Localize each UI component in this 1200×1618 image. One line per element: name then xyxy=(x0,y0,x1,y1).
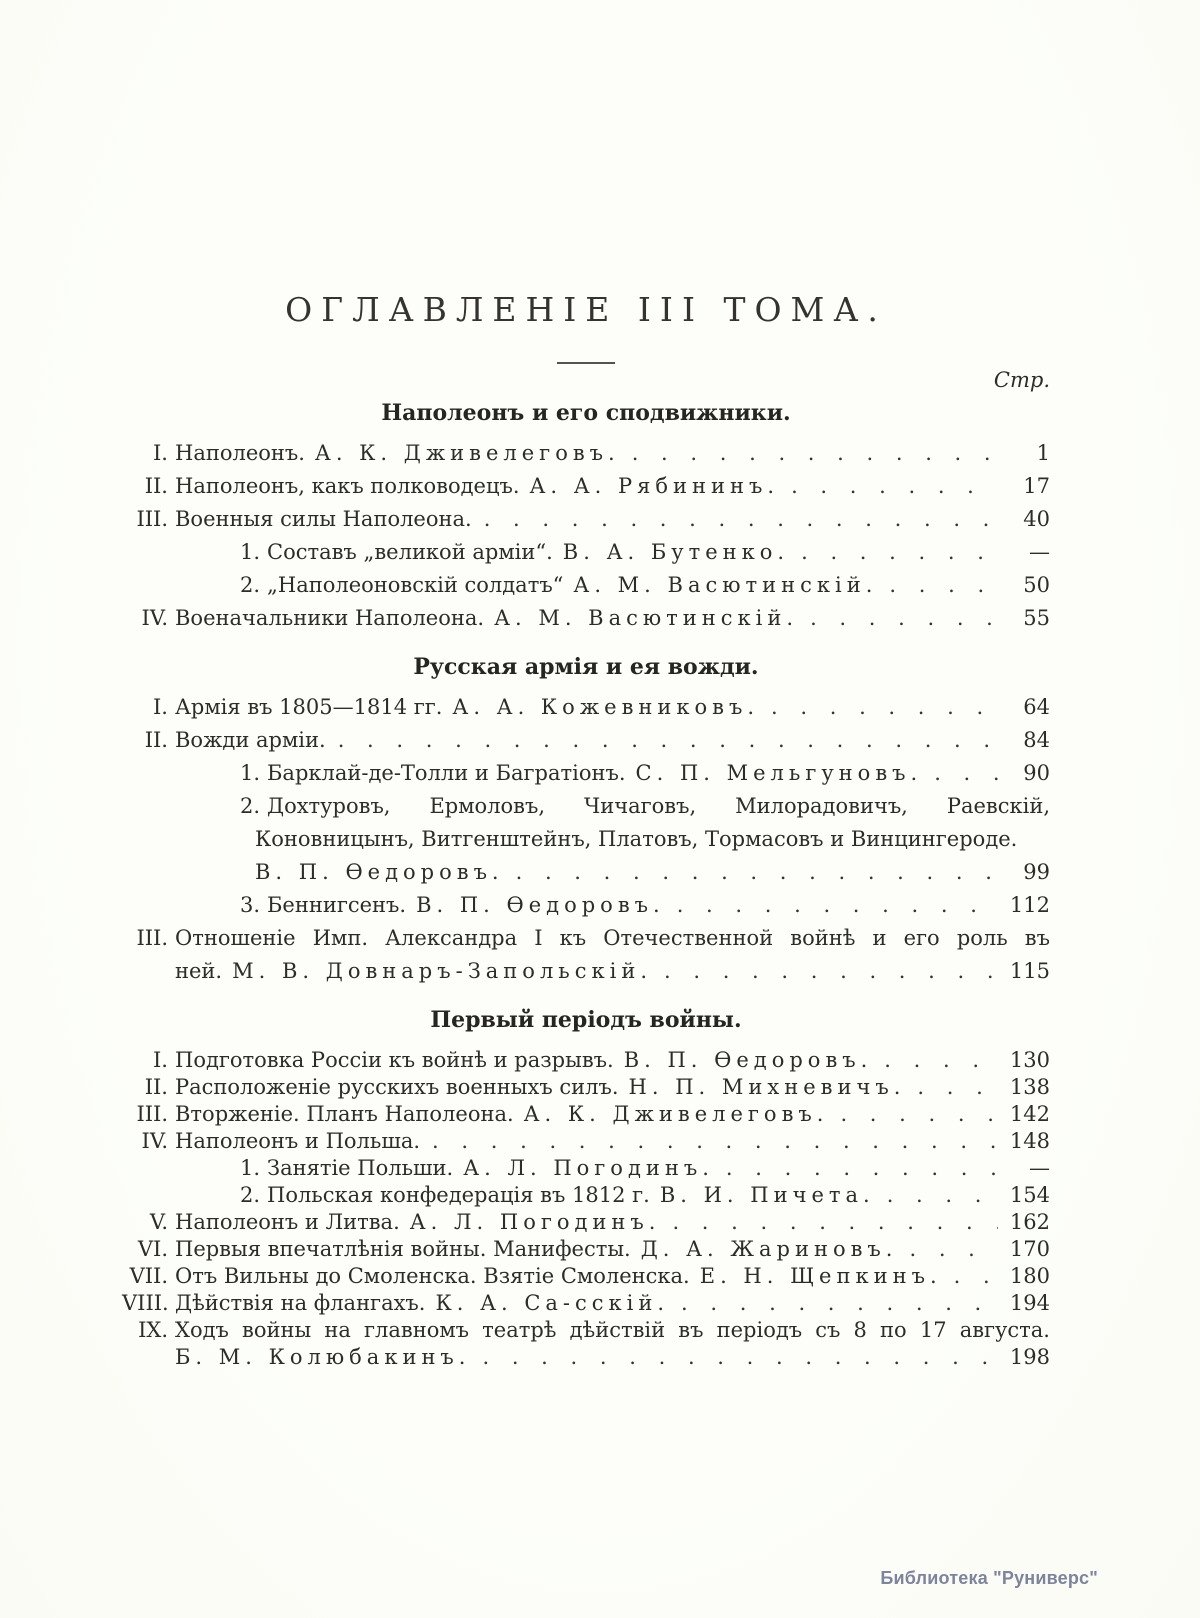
item-page: 130 xyxy=(1009,1048,1050,1073)
item-number: 1. xyxy=(240,540,261,565)
item-title: Армія въ 1805—1814 гг. xyxy=(175,695,443,720)
toc-row xyxy=(122,926,1050,950)
item-number: 2. xyxy=(240,573,261,598)
dot-leader xyxy=(889,573,998,597)
dot-leader xyxy=(677,893,998,917)
dot-leader xyxy=(672,1210,998,1234)
item-page: 162 xyxy=(1009,1210,1050,1235)
watermark: Библиотека "Руниверс" xyxy=(880,1568,1098,1588)
item-page: 84 xyxy=(1023,728,1050,753)
toc-row xyxy=(122,1264,1050,1288)
toc-row xyxy=(122,1129,1050,1153)
item-number: II. xyxy=(144,474,168,499)
dot-leader xyxy=(840,1102,998,1126)
toc-row xyxy=(122,606,1050,630)
item-author: В. И. Пичета. xyxy=(659,1183,875,1208)
page-title: ОГЛАВЛЕНІЕ III ТОМА. xyxy=(285,290,887,329)
dot-leader xyxy=(887,1183,998,1207)
item-number: VIII. xyxy=(122,1291,169,1316)
section-heading: Первый періодъ войны. xyxy=(430,1007,742,1034)
item-title: Расположеніе русскихъ военныхъ силъ. xyxy=(175,1075,619,1100)
item-title: Вожди арміи. xyxy=(175,728,326,753)
item-page: 90 xyxy=(1023,761,1050,786)
toc-row xyxy=(122,507,1050,531)
item-number: V. xyxy=(149,1210,168,1235)
item-title: Беннигсенъ. xyxy=(267,893,407,918)
item-author: Е. Н. Щепкинъ. xyxy=(699,1264,942,1289)
toc-row xyxy=(122,1102,1050,1126)
item-title: „Наполеоновскій солдатъ“ xyxy=(267,573,564,598)
item-author: В. П. Ѳедоровъ. xyxy=(255,860,504,885)
item-author: А. М. Васютинскій. xyxy=(573,573,878,598)
item-author: Н. П. Михневичъ. xyxy=(628,1075,906,1100)
item-title: Наполеонъ, какъ полководецъ. xyxy=(175,474,520,499)
item-number: II. xyxy=(144,1075,168,1100)
item-author: А. М. Васютинскій. xyxy=(494,606,799,631)
item-title: Военныя силы Наполеона. xyxy=(175,507,472,532)
item-title: Дохтуровъ, Ермоловъ, Чичаговъ, Милорадовичъ, Раевскій, xyxy=(267,794,1050,819)
toc-row xyxy=(122,1156,1050,1180)
item-number: III. xyxy=(136,507,168,532)
toc-section xyxy=(122,654,1050,983)
item-title: Коновницынъ, Витгенштейнъ, Платовъ, Тормасовъ и Винцингероде. xyxy=(255,827,1018,852)
section-rows xyxy=(122,1048,1050,1369)
item-page: 112 xyxy=(1009,893,1050,918)
item-author: А. Л. Погодинъ. xyxy=(409,1210,661,1235)
item-author: Д. А. Жариновъ. xyxy=(640,1237,898,1262)
dot-leader xyxy=(484,507,998,531)
item-number: IX. xyxy=(138,1318,168,1343)
toc-row xyxy=(122,1048,1050,1072)
toc-section xyxy=(122,1007,1050,1369)
item-number: VII. xyxy=(129,1264,168,1289)
toc-row xyxy=(122,794,1050,818)
dot-leader xyxy=(810,606,998,630)
toc-row xyxy=(122,1291,1050,1315)
toc-section xyxy=(122,400,1050,630)
item-title: Первыя впечатлѣнія войны. Манифесты. xyxy=(175,1237,631,1262)
item-number: I. xyxy=(153,695,168,720)
item-page: 115 xyxy=(1009,959,1050,984)
item-number: IV. xyxy=(141,606,168,631)
item-title: Составъ „великой арміи“. xyxy=(267,540,553,565)
item-page: 194 xyxy=(1009,1291,1050,1316)
item-title: Дѣйствія на флангахъ. xyxy=(175,1291,426,1316)
toc-row xyxy=(122,860,1050,884)
item-author: А. К. Дживелеговъ. xyxy=(314,441,620,466)
section-rows xyxy=(122,441,1050,630)
section-rows xyxy=(122,695,1050,983)
toc-row xyxy=(122,959,1050,983)
item-author: В. А. Бутенко. xyxy=(562,540,790,565)
item-title: Отъ Вильны до Смоленска. Взятіе Смоленска. xyxy=(175,1264,690,1289)
item-author: К. А. Са-сскій. xyxy=(435,1291,670,1316)
item-number: IV. xyxy=(141,1129,168,1154)
item-page: — xyxy=(1029,1156,1050,1181)
toc-row xyxy=(122,893,1050,917)
item-page: 154 xyxy=(1009,1183,1050,1208)
dot-leader xyxy=(884,1048,998,1072)
toc-row xyxy=(122,540,1050,564)
item-author: В. П. Ѳедоровъ. xyxy=(623,1048,873,1073)
item-page: 170 xyxy=(1009,1237,1050,1262)
item-number: 1. xyxy=(240,1156,261,1181)
toc-row xyxy=(122,1210,1050,1234)
dot-leader xyxy=(771,695,998,719)
item-page: — xyxy=(1029,540,1050,565)
dot-leader xyxy=(632,441,998,465)
item-number: I. xyxy=(153,1048,168,1073)
item-page: 138 xyxy=(1009,1075,1050,1100)
item-title: Подготовка Россіи къ войнѣ и разрывъ. xyxy=(175,1048,614,1073)
toc-row xyxy=(122,1345,1050,1369)
item-number: 1. xyxy=(240,761,261,786)
title-rule xyxy=(557,362,615,364)
item-title: Наполеонъ. xyxy=(175,441,305,466)
item-number: I. xyxy=(153,441,168,466)
toc-row xyxy=(122,1075,1050,1099)
page-column-header: Стр. xyxy=(993,368,1050,393)
item-page: 99 xyxy=(1023,860,1050,885)
dot-leader xyxy=(664,959,998,983)
item-number: 2. xyxy=(240,1183,261,1208)
item-title: Военачальники Наполеона. xyxy=(175,606,485,631)
item-author: С. П. Мельгуновъ. xyxy=(635,761,923,786)
toc-row xyxy=(122,728,1050,752)
toc-row xyxy=(122,761,1050,785)
toc-row xyxy=(122,1183,1050,1207)
item-page: 198 xyxy=(1009,1345,1050,1370)
item-title: Барклай-де-Толли и Багратіонъ. xyxy=(267,761,626,786)
item-number: VI. xyxy=(137,1237,168,1262)
item-page: 180 xyxy=(1009,1264,1050,1289)
dot-leader xyxy=(917,1075,998,1099)
dot-leader xyxy=(791,474,998,498)
dot-leader xyxy=(482,1345,998,1369)
toc-row xyxy=(122,573,1050,597)
dot-leader xyxy=(432,1129,998,1153)
item-page: 50 xyxy=(1023,573,1050,598)
dot-leader xyxy=(909,1237,998,1261)
item-page: 64 xyxy=(1023,695,1050,720)
dot-leader xyxy=(516,860,998,884)
toc-row xyxy=(122,441,1050,465)
item-number: III. xyxy=(136,1102,168,1127)
item-title: Занятіе Польши. xyxy=(267,1156,454,1181)
item-author: А. А. Рябининъ. xyxy=(529,474,780,499)
item-title: Отношеніе Имп. Александра I къ Отечественной войнѣ и его роль въ xyxy=(175,926,1050,951)
item-page: 55 xyxy=(1023,606,1050,631)
dot-leader xyxy=(338,728,998,752)
item-page: 1 xyxy=(1036,441,1050,466)
dot-leader xyxy=(726,1156,998,1180)
dot-leader xyxy=(801,540,998,564)
toc-row xyxy=(122,1318,1050,1342)
item-title: Ходъ войны на главномъ театрѣ дѣйствій въ періодъ съ 8 по 17 августа. xyxy=(175,1318,1050,1343)
dot-leader xyxy=(954,1264,998,1288)
item-number: 2. xyxy=(240,794,261,819)
item-author: А. К. Дживелеговъ. xyxy=(523,1102,829,1127)
toc-sections xyxy=(122,400,1050,1369)
item-author: Б. М. Колюбакинъ. xyxy=(175,1345,471,1370)
item-number: III. xyxy=(136,926,168,951)
section-heading: Русская армія и ея вожди. xyxy=(413,654,759,681)
toc-row xyxy=(122,474,1050,498)
dot-leader xyxy=(934,761,998,785)
section-heading: Наполеонъ и его сподвижники. xyxy=(381,400,791,427)
item-page: 142 xyxy=(1009,1102,1050,1127)
item-title: Польская конфедерація въ 1812 г. xyxy=(267,1183,650,1208)
item-author: А. Л. Погодинъ. xyxy=(463,1156,714,1181)
item-page: 17 xyxy=(1023,474,1050,499)
item-page: 148 xyxy=(1009,1129,1050,1154)
item-author: М. В. Довнаръ-Запольскій. xyxy=(232,959,652,984)
item-title: Наполеонъ и Польша. xyxy=(175,1129,421,1154)
item-author: А. А. Кожевниковъ. xyxy=(452,695,760,720)
toc-row xyxy=(122,827,1050,851)
item-number: II. xyxy=(144,728,168,753)
item-number: 3. xyxy=(240,893,261,918)
dot-leader xyxy=(681,1291,998,1315)
toc-row xyxy=(122,695,1050,719)
item-author: В. П. Ѳедоровъ. xyxy=(416,893,665,918)
item-title: Наполеонъ и Литва. xyxy=(175,1210,400,1235)
item-title: Вторженіе. Планъ Наполеона. xyxy=(175,1102,514,1127)
item-title: ней. xyxy=(175,959,223,984)
item-page: 40 xyxy=(1023,507,1050,532)
toc-row xyxy=(122,1237,1050,1261)
